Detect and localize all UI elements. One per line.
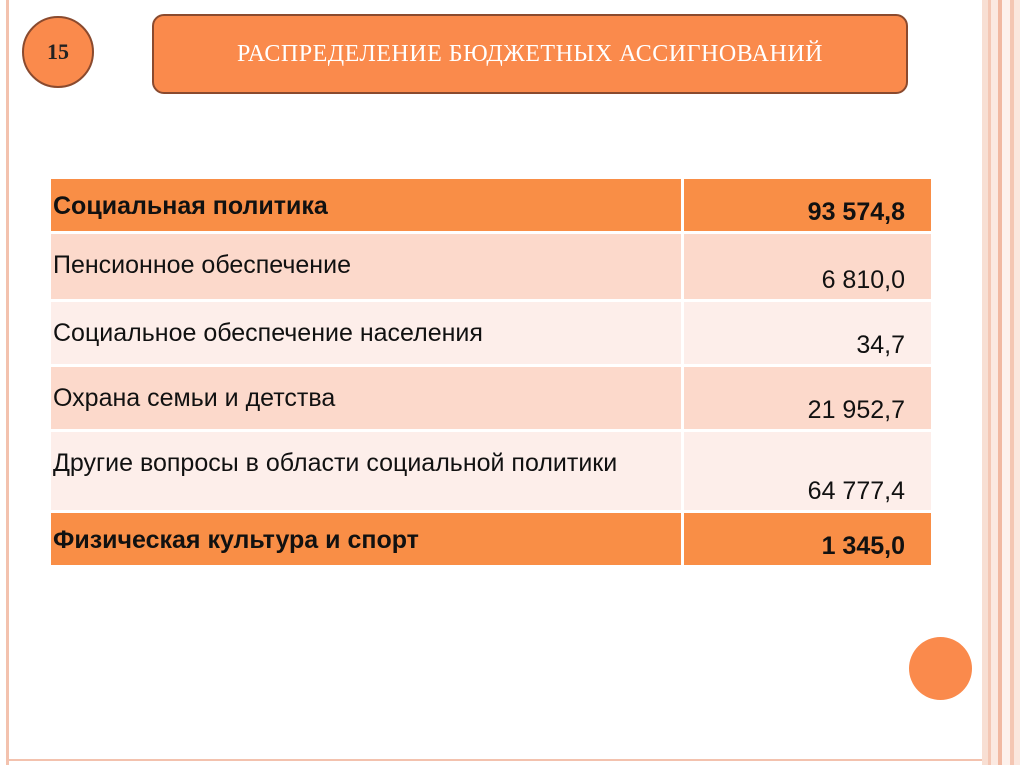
frame-left-line: [6, 0, 9, 765]
table-row: [51, 431, 931, 512]
row-value: 1 345,0: [683, 512, 932, 567]
table-row: [51, 179, 931, 233]
decor-stripe: [991, 0, 998, 765]
table-row: [51, 301, 931, 366]
slide-number-badge: 15: [22, 16, 94, 88]
row-label: Другие вопросы в области социальной политики: [51, 431, 683, 512]
table-row: [51, 512, 931, 567]
budget-table: [51, 179, 931, 568]
table-row: [51, 233, 931, 301]
frame-bottom-line: [6, 759, 1020, 761]
row-value: 21 952,7: [683, 366, 932, 431]
row-label: Пенсионное обеспечение: [51, 233, 683, 301]
decor-stripe: [1014, 0, 1020, 765]
row-label: Охрана семьи и детства: [51, 366, 683, 431]
decor-stripe: [1002, 0, 1010, 765]
row-label: Социальная политика: [51, 179, 683, 233]
row-label: Физическая культура и спорт: [51, 512, 683, 567]
decor-circle: [909, 637, 972, 700]
row-value: 64 777,4: [683, 431, 932, 512]
row-value: 34,7: [683, 301, 932, 366]
row-value: 6 810,0: [683, 233, 932, 301]
slide-title: РАСПРЕДЕЛЕНИЕ БЮДЖЕТНЫХ АССИГНОВАНИЙ: [152, 14, 908, 94]
row-label: Социальное обеспечение населения: [51, 301, 683, 366]
row-value: 93 574,8: [683, 179, 932, 233]
table-row: [51, 366, 931, 431]
